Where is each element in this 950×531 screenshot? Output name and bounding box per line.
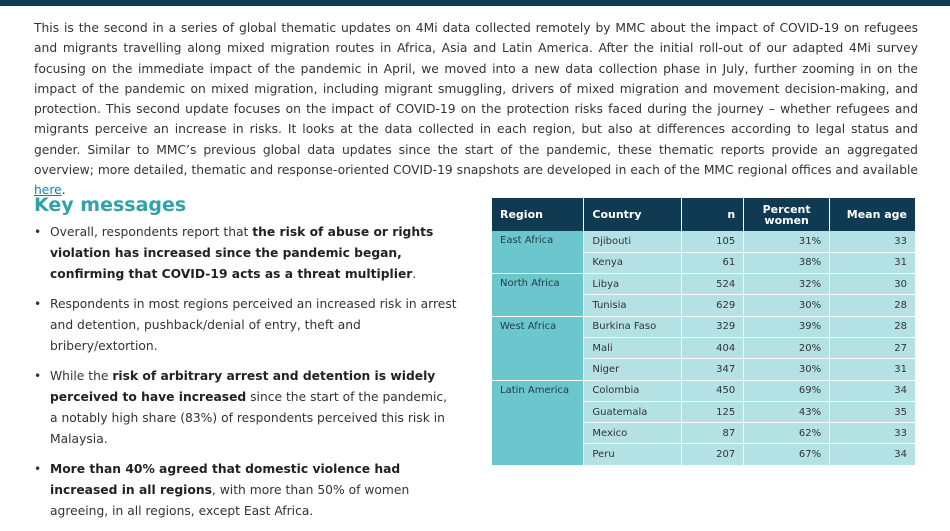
percent-label: Percent [762,202,811,216]
col-percent-women-header [744,198,830,231]
table-row [492,380,916,401]
n-cell: 207 [682,444,744,465]
mean-age-cell: 28 [830,316,916,337]
n-cell: 87 [682,423,744,444]
bullet-icon: • [34,369,42,383]
table-row [492,274,916,295]
country-cell: Mali [584,337,682,358]
mean-age-cell: 31 [830,252,916,273]
top-banner-bar [0,0,950,6]
country-cell: Djibouti [584,231,682,252]
bullet-text: , with more than 50% of women agreeing, in all regions, except East Africa. [50,483,410,518]
n-cell: 404 [682,337,744,358]
col-region-header: Region [492,198,584,231]
bullet-bold-text: risk of arbitrary arrest and detention is widely perceived to have increased [50,369,436,404]
bullet-text: since the start of the pandemic, a notably high share (83%) of respondents perceived this risk in Malaysia. [50,390,448,446]
list-item [34,366,458,450]
country-cell: Guatemala [584,401,682,422]
respondents-table [492,198,916,466]
region-cell: West Africa [492,316,584,380]
percent-women-cell: 43% [744,401,830,422]
col-country-header: Country [584,198,682,231]
table-header-row [492,198,916,231]
mean-age-cell: 34 [830,380,916,401]
col-mean-age-header: Mean age [830,198,916,231]
women-label: women [764,213,809,227]
key-messages-list [34,222,458,531]
region-cell: North Africa [492,274,584,317]
key-messages-heading: Key messages [34,194,187,216]
bullet-text: While the [50,369,113,383]
country-cell: Colombia [584,380,682,401]
bullet-icon: • [34,462,42,476]
mean-age-cell: 34 [830,444,916,465]
table-body [492,231,916,465]
list-item [34,222,458,285]
country-cell: Mexico [584,423,682,444]
bullet-text: Respondents in most regions perceived an increased risk in arrest and detention, pushback/denial of entry, theft and bribery/extortion. [50,297,457,353]
bullet-bold-text: More than 40% agreed that domestic violence had increased in all regions [50,462,401,497]
n-cell: 125 [682,401,744,422]
bullet-text: Overall, respondents report that [50,225,253,239]
percent-women-cell: 69% [744,380,830,401]
country-cell: Niger [584,359,682,380]
mean-age-cell: 33 [830,231,916,252]
country-cell: Libya [584,274,682,295]
country-cell: Tunisia [584,295,682,316]
bullet-icon: • [34,225,42,239]
percent-women-cell: 30% [744,295,830,316]
mean-age-cell: 30 [830,274,916,295]
region-cell: East Africa [492,231,584,274]
mean-age-cell: 33 [830,423,916,444]
percent-women-cell: 62% [744,423,830,444]
percent-women-cell: 39% [744,316,830,337]
n-cell: 450 [682,380,744,401]
mean-age-cell: 35 [830,401,916,422]
region-cell: Latin America [492,380,584,465]
percent-women-cell: 20% [744,337,830,358]
bullet-text: . [412,267,417,281]
intro-text: This is the second in a series of global thematic updates on 4Mi data collected remotely by MMC about the impact of COVID-19 on refugees and migrants travelling along mixed migration routes in Africa, Asia and Latin America. After the initial roll-out of our adapted 4Mi survey focusing on the immediate impact of the pandemic in April, we moved into a new data collection phase in July, further zooming in on the impact of the pandemic on mixed migration, including migrant smuggling, drivers of mixed migration and movement decision-making, and protection. This second update focuses on the impact of COVID-19 on the protection risks faced during the journey – whether refugees and migrants perceive an increase in risks. It looks at the data collected in each region, but also at differences according to legal status and gender. Similar to MMC’s previous global data updates since the start of the pandemic, these thematic reports provide an aggregated overview; more detailed, thematic and response-oriented COVID-19 snapshots are developed in each of the MMC regional offices and available [34,21,918,178]
list-item [34,459,458,522]
intro-end: . [61,183,66,198]
table-row [492,316,916,337]
percent-women-cell: 38% [744,252,830,273]
bullet-icon: • [34,297,42,311]
n-cell: 629 [682,295,744,316]
table-row [492,231,916,252]
here-link[interactable]: here [34,183,62,198]
percent-women-cell: 67% [744,444,830,465]
percent-women-cell: 31% [744,231,830,252]
n-cell: 105 [682,231,744,252]
intro-paragraph [34,18,918,201]
mean-age-cell: 28 [830,295,916,316]
n-cell: 329 [682,316,744,337]
country-cell: Kenya [584,252,682,273]
n-cell: 61 [682,252,744,273]
col-n-header: n [682,198,744,231]
percent-women-cell: 32% [744,274,830,295]
mean-age-cell: 27 [830,337,916,358]
bullet-bold-text: the risk of abuse or rights violation has increased since the pandemic began, confirming that COVID-19 acts as a threat multiplier [50,225,434,281]
mean-age-cell: 31 [830,359,916,380]
n-cell: 524 [682,274,744,295]
n-cell: 347 [682,359,744,380]
country-cell: Burkina Faso [584,316,682,337]
country-cell: Peru [584,444,682,465]
percent-women-cell: 30% [744,359,830,380]
list-item [34,294,458,357]
